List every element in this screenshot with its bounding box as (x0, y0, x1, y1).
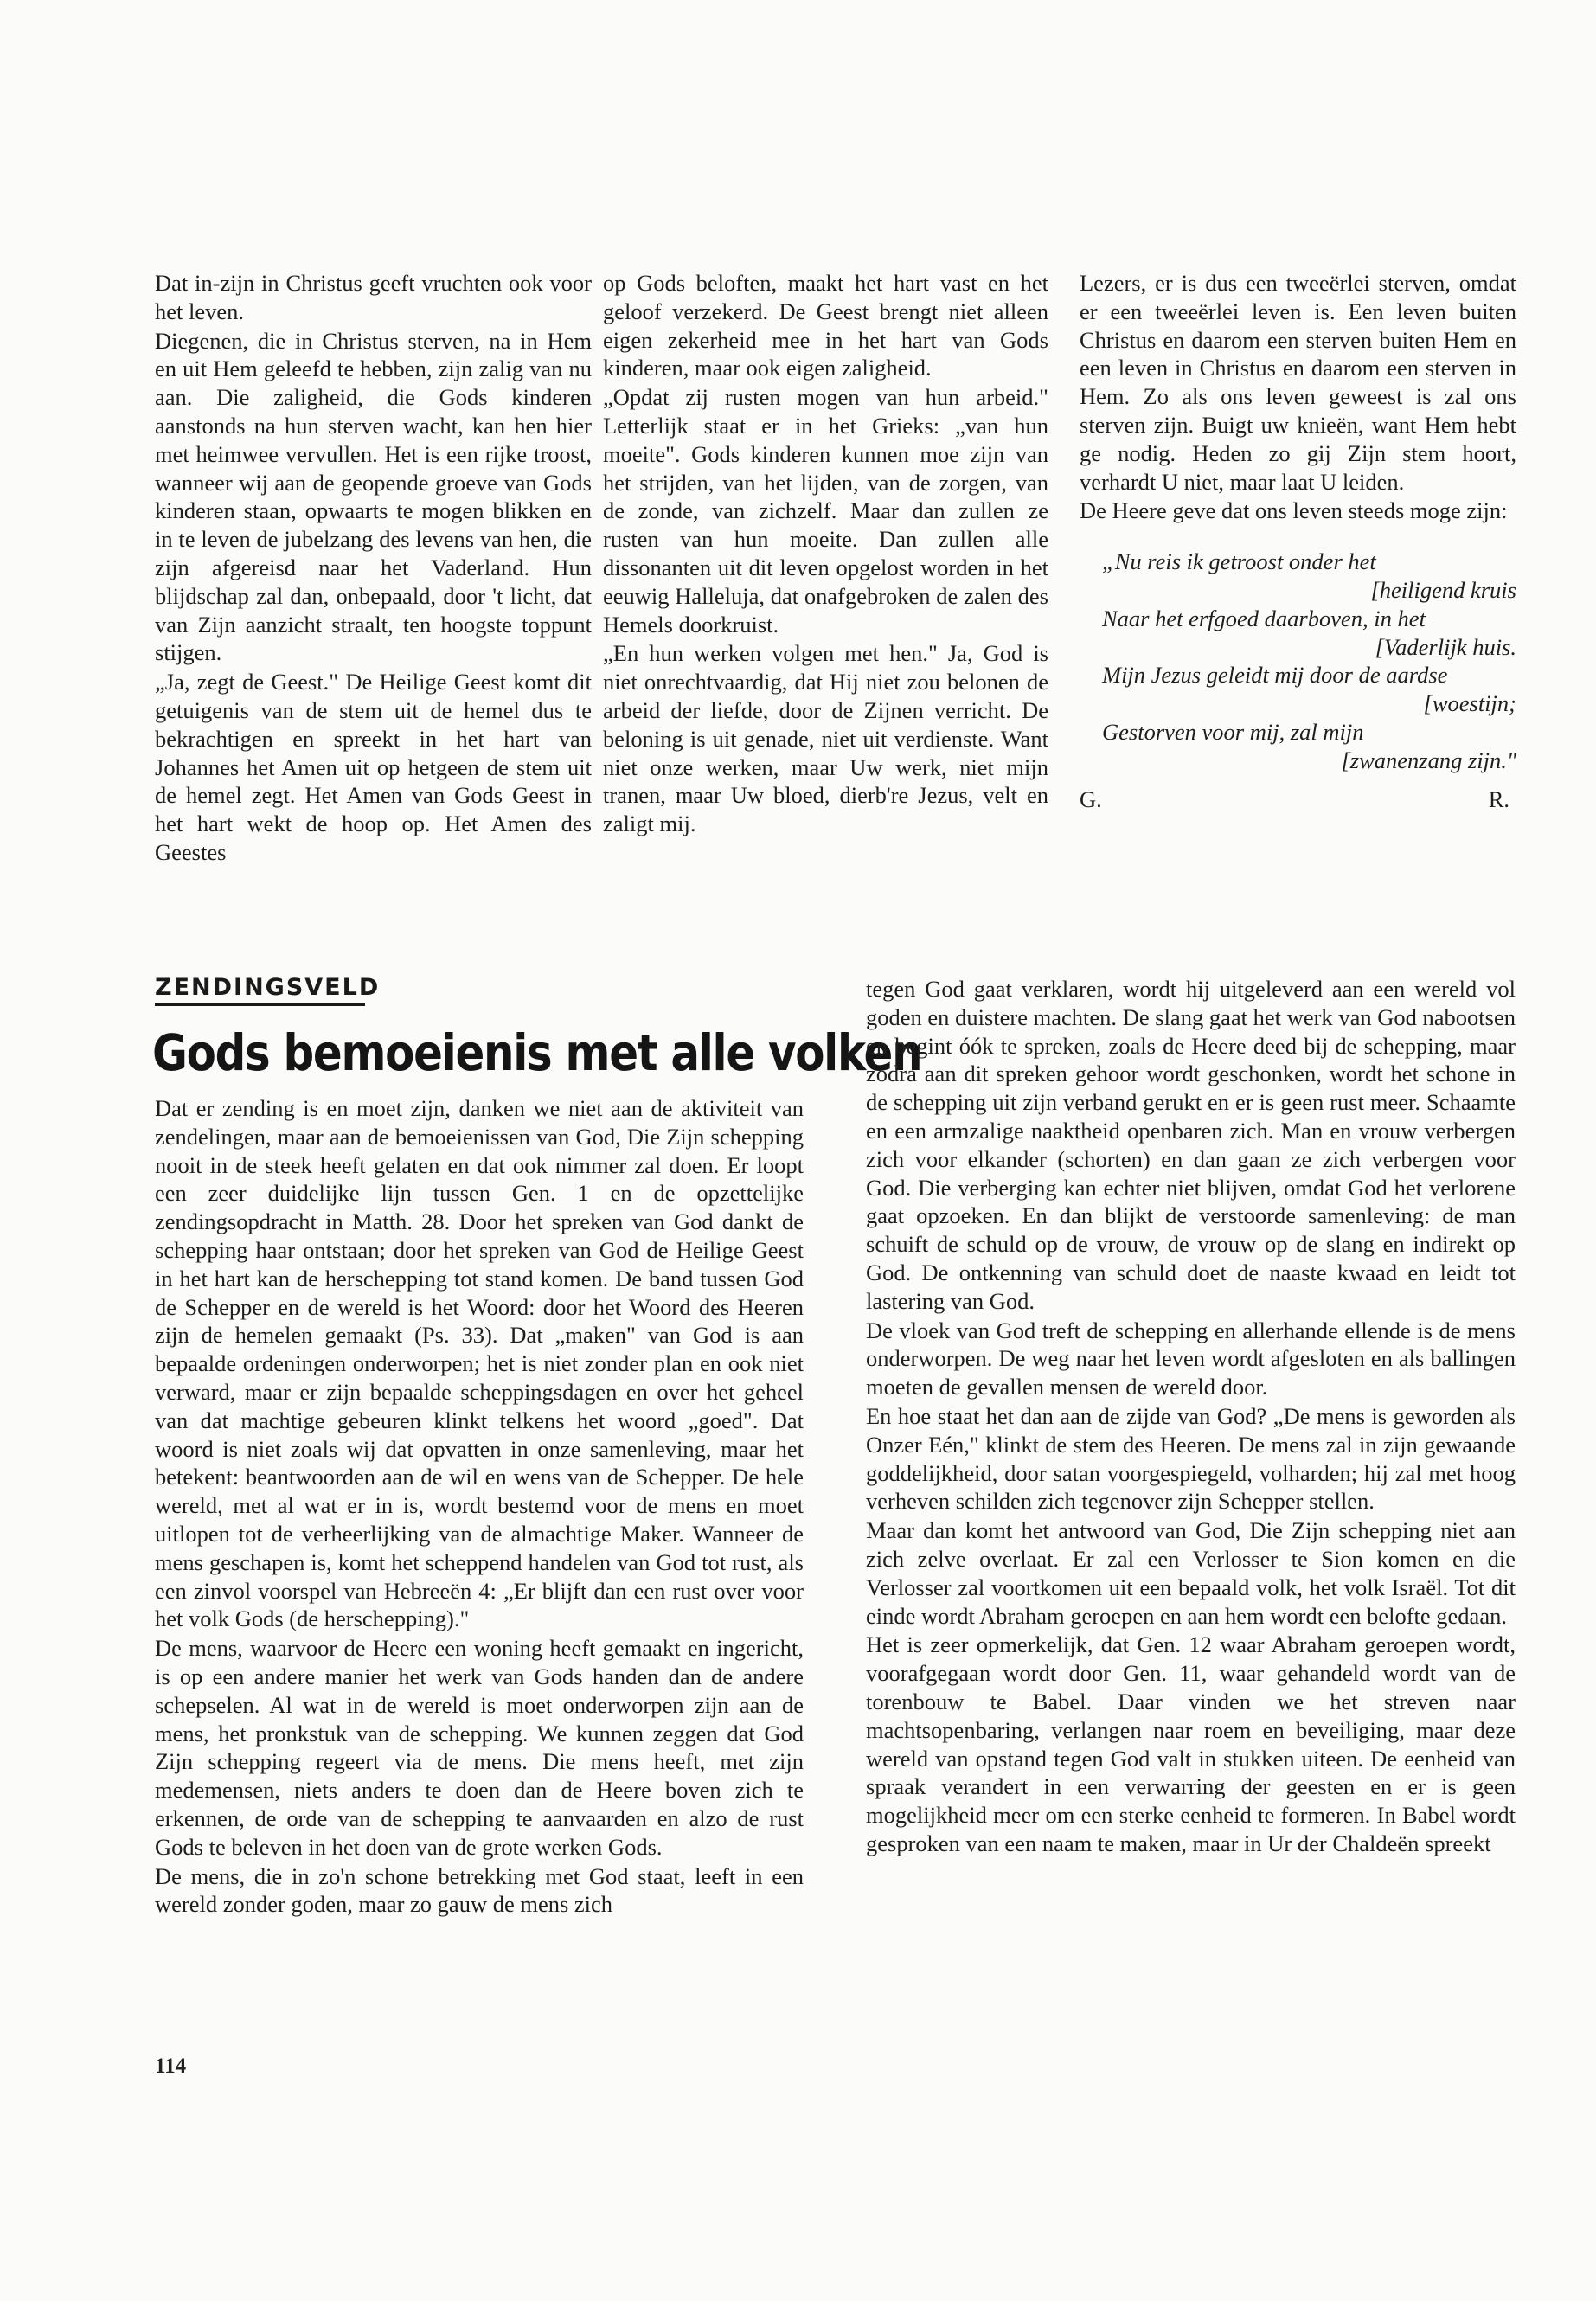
signature-initial-left: G. (1080, 785, 1102, 812)
poem-verse (1102, 548, 1516, 774)
poem-line: Gestorven voor mij, zal mijn (1102, 718, 1364, 745)
paragraph: Maar dan komt het antwoord van God, Die Zijn schepping niet aan zich zelve overlaat. Er zal een Verlosser te Sion komen en die Verlosser zal voortkomen uit een bepaald volk, het volk Israël. Tot dit einde wordt Abraham geroepen en aan hem wordt een belofte gedaan. (866, 1517, 1516, 1629)
author-signature (1080, 785, 1516, 814)
paragraph: De vloek van God treft de schepping en allerhande ellende is de mens onderworpen. De weg naar het leven wordt afgesloten en als ballingen moeten de gevallen mensen de wereld door. (866, 1317, 1516, 1400)
article-title: Gods bemoeienis met alle volken (152, 1023, 922, 1082)
article-column-1 (155, 1094, 804, 1919)
paragraph: Dat er zending is en moet zijn, danken we niet aan de aktiviteit van zendelingen, maar aan de bemoeienissen van God, Die Zijn schepping nooit in de steek heeft gelaten en dat ook nimmer zal doen. Er loopt een zeer duidelijke lijn tussen Gen. 1 en de opzettelijke zendingsopdracht in Matth. 28. Door het spreken van God dankt de schepping haar ontstaan; door het spreken van God de Heilige Geest in het hart kan de herschepping tot stand komen. De band tussen God de Schepper en de wereld is het Woord: door het Woord des Heeren zijn de hemelen gemaakt (Ps. 33). Dat „maken" van God is aan bepaalde ordeningen onderworpen; het is niet zonder plan en ook niet verward, maar er zijn bepaalde scheppingsdagen en over het geheel van dat machtige gebeuren klinkt telkens het woord „goed". Dat woord is niet zoals wij dat opvatten in onze samenleving, maar het betekent: beantwoorden aan de wil en wens van de Schepper. De hele wereld, met al wat er in is, wordt bestemd voor de mens en moet uitlopen tot de verheerlijking van de almachtige Maker. Wanneer de mens geschapen is, komt het scheppend handelen van God tot rust, als een zinvol voorspel van Hebreeën 4: „Er blijft dan een rust over voor het volk Gods (de herschepping)." (155, 1095, 804, 1632)
paragraph: „Opdat zij rusten mogen van hun arbeid." Letterlijk staat er in het Grieks: „van hun moeite". Gods kinderen kunnen moe zijn van het strijden, van het lijden, van de zorgen, van de zonde, van zichzelf. Maar dan zullen ze rusten van hun moeite. Dan zullen alle dissonanten uit dit leven opgelost worden in het eeuwig Halleluja, dat onafgebroken de zalen des Hemels doorkruist. (603, 384, 1048, 638)
article-column-2 (866, 975, 1516, 1858)
top-column-3 (1080, 269, 1516, 813)
section-label: ZENDINGSVELD (155, 974, 381, 1001)
page-number: 114 (155, 2054, 187, 2078)
paragraph: Dat in-zijn in Christus geeft vruchten ook voor het leven. (155, 270, 592, 324)
top-column-2 (603, 269, 1048, 838)
poem-line-continuation: [Vaderlijk huis. (1375, 633, 1516, 660)
signature-initial-right: R. (1488, 785, 1509, 812)
top-column-1 (155, 269, 592, 867)
paragraph: Het is zeer opmerkelijk, dat Gen. 12 waar Abraham geroepen wordt, voorafgegaan wordt door Gen. 11, waar gehandeld wordt van de torenbouw te Babel. Daar vinden we het streven naar machtsopenbaring, verlangen naar roem en beveiliging, maar deze wereld van opstand tegen God valt in stukken uiteen. De eenheid van spraak verandert in een verwarring der geesten en er is geen mogelijkheid meer om een sterke eenheid te formeren. In Babel wordt gesproken van een naam te maken, maar in Ur der Chaldeën spreekt (866, 1631, 1516, 1856)
poem-line: Naar het erfgoed daarboven, in het (1102, 605, 1426, 631)
paragraph: En hoe staat het dan aan de zijde van God? „De mens is geworden als Onzer Eén," klinkt de stem des Heeren. De mens zal in zijn gewaande goddelijkheid, door satan voorgespiegeld, volharden; hij zal met hoog verheven schilden zich tegenover zijn Schepper stellen. (866, 1402, 1516, 1515)
paragraph: De mens, die in zo'n schone betrekking met God staat, leeft in een wereld zonder goden, maar zo gauw de mens zich (155, 1862, 804, 1918)
poem-line: „Nu reis ik getroost onder het (1102, 548, 1376, 575)
poem-line-continuation: [heiligend kruis (1370, 576, 1516, 603)
paragraph: De mens, waarvoor de Heere een woning heeft gemaakt en ingericht, is op een andere manier het werk van Gods handen dan de andere schepselen. Al wat in de wereld is moet onderworpen zijn aan de mens, het pronkstuk van de schepping. We kunnen zeggen dat God Zijn schepping regeert via de mens. Die mens heeft, met zijn medemensen, niets anders te doen dan de Heere boven zich te erkennen, de orde van de schepping te aanvaarden en alzo de rust Gods te beleven in het doen van de grote werken Gods. (155, 1635, 804, 1860)
poem-line-continuation: [woestijn; (1423, 690, 1516, 717)
paragraph: „Ja, zegt de Geest." De Heilige Geest komt dit getuigenis van de stem uit de hemel dus te bekrachtigen en spreekt in het hart van Johannes het Amen uit op hetgeen de stem uit de hemel zegt. Het Amen van Gods Geest in het hart wekt de hoop op. Het Amen des Geestes (155, 669, 592, 865)
poem-line-continuation: [zwanenzang zijn." (1341, 747, 1516, 773)
paragraph: De Heere geve dat ons leven steeds moge zijn: (1080, 497, 1508, 524)
paragraph: „En hun werken volgen met hen." Ja, God is niet onrechtvaardig, dat Hij niet zou belonen de arbeid der liefde, door de Zijnen verricht. De beloning is uit genade, niet uit verdienste. Want niet onze werken, maar Uw werk, niet mijn tranen, maar Uw bloed, dierb're Jezus, velt en zaligt mij. (603, 640, 1048, 837)
paragraph: Lezers, er is dus een tweeërlei sterven, omdat er een tweeërlei leven is. Een leven buiten Christus en daarom een sterven buiten Hem en een leven in Christus en daarom een sterven in Hem. Zo als ons leven geweest is zal ons sterven zijn. Buigt uw knieën, want Hem hebt ge nodig. Heden zo gij Zijn stem hoort, verhardt U niet, maar laat U leiden. (1080, 270, 1516, 495)
section-underline (155, 1003, 365, 1006)
poem-line: Mijn Jezus geleidt mij door de aardse (1102, 662, 1448, 689)
paragraph: tegen God gaat verklaren, wordt hij uitgeleverd aan een wereld vol goden en duistere machten. De slang gaat het werk van God nabootsen en begint óók te spreken, zoals de Heere deed bij de schepping, maar zodra aan dit spreken gehoor wordt geschonken, wordt het schone in de schepping uit zijn verband gerukt en er is geen rust meer. Schaamte en een armzalige naaktheid openbaren zich. Man en vrouw verbergen zich voor elkander (schorten) en dan gaan ze zich verbergen voor God. Die verberging kan echter niet blijven, omdat God het verlorene gaat opzoeken. En dan blijkt de verstoorde samenleving: de man schuift de schuld op de vrouw, de vrouw op de slang en indirekt op God. De ontkenning van schuld doet de naaste kwaad en leidt tot lastering van God. (866, 976, 1516, 1314)
paragraph: Diegenen, die in Christus sterven, na in Hem en uit Hem geleefd te hebben, zijn zalig van nu aan. Die zaligheid, die Gods kinderen aanstonds na hun sterven wacht, kan hen hier met heimwee vervullen. Het is een rijke troost, wanneer wij aan de geopende groeve van Gods kinderen staan, opwaarts te mogen blikken en in te leven de jubelzang des levens van hen, die zijn afgereisd naar het Vaderland. Hun blijdschap zal dan, onbepaald, door 't licht, dat van Zijn aanzicht straalt, ten hoogste toppunt stijgen. (155, 327, 592, 666)
paragraph: op Gods beloften, maakt het hart vast en het geloof verzekerd. De Geest brengt niet alleen eigen zekerheid mee in het hart van Gods kinderen, maar ook eigen zaligheid. (603, 270, 1048, 381)
